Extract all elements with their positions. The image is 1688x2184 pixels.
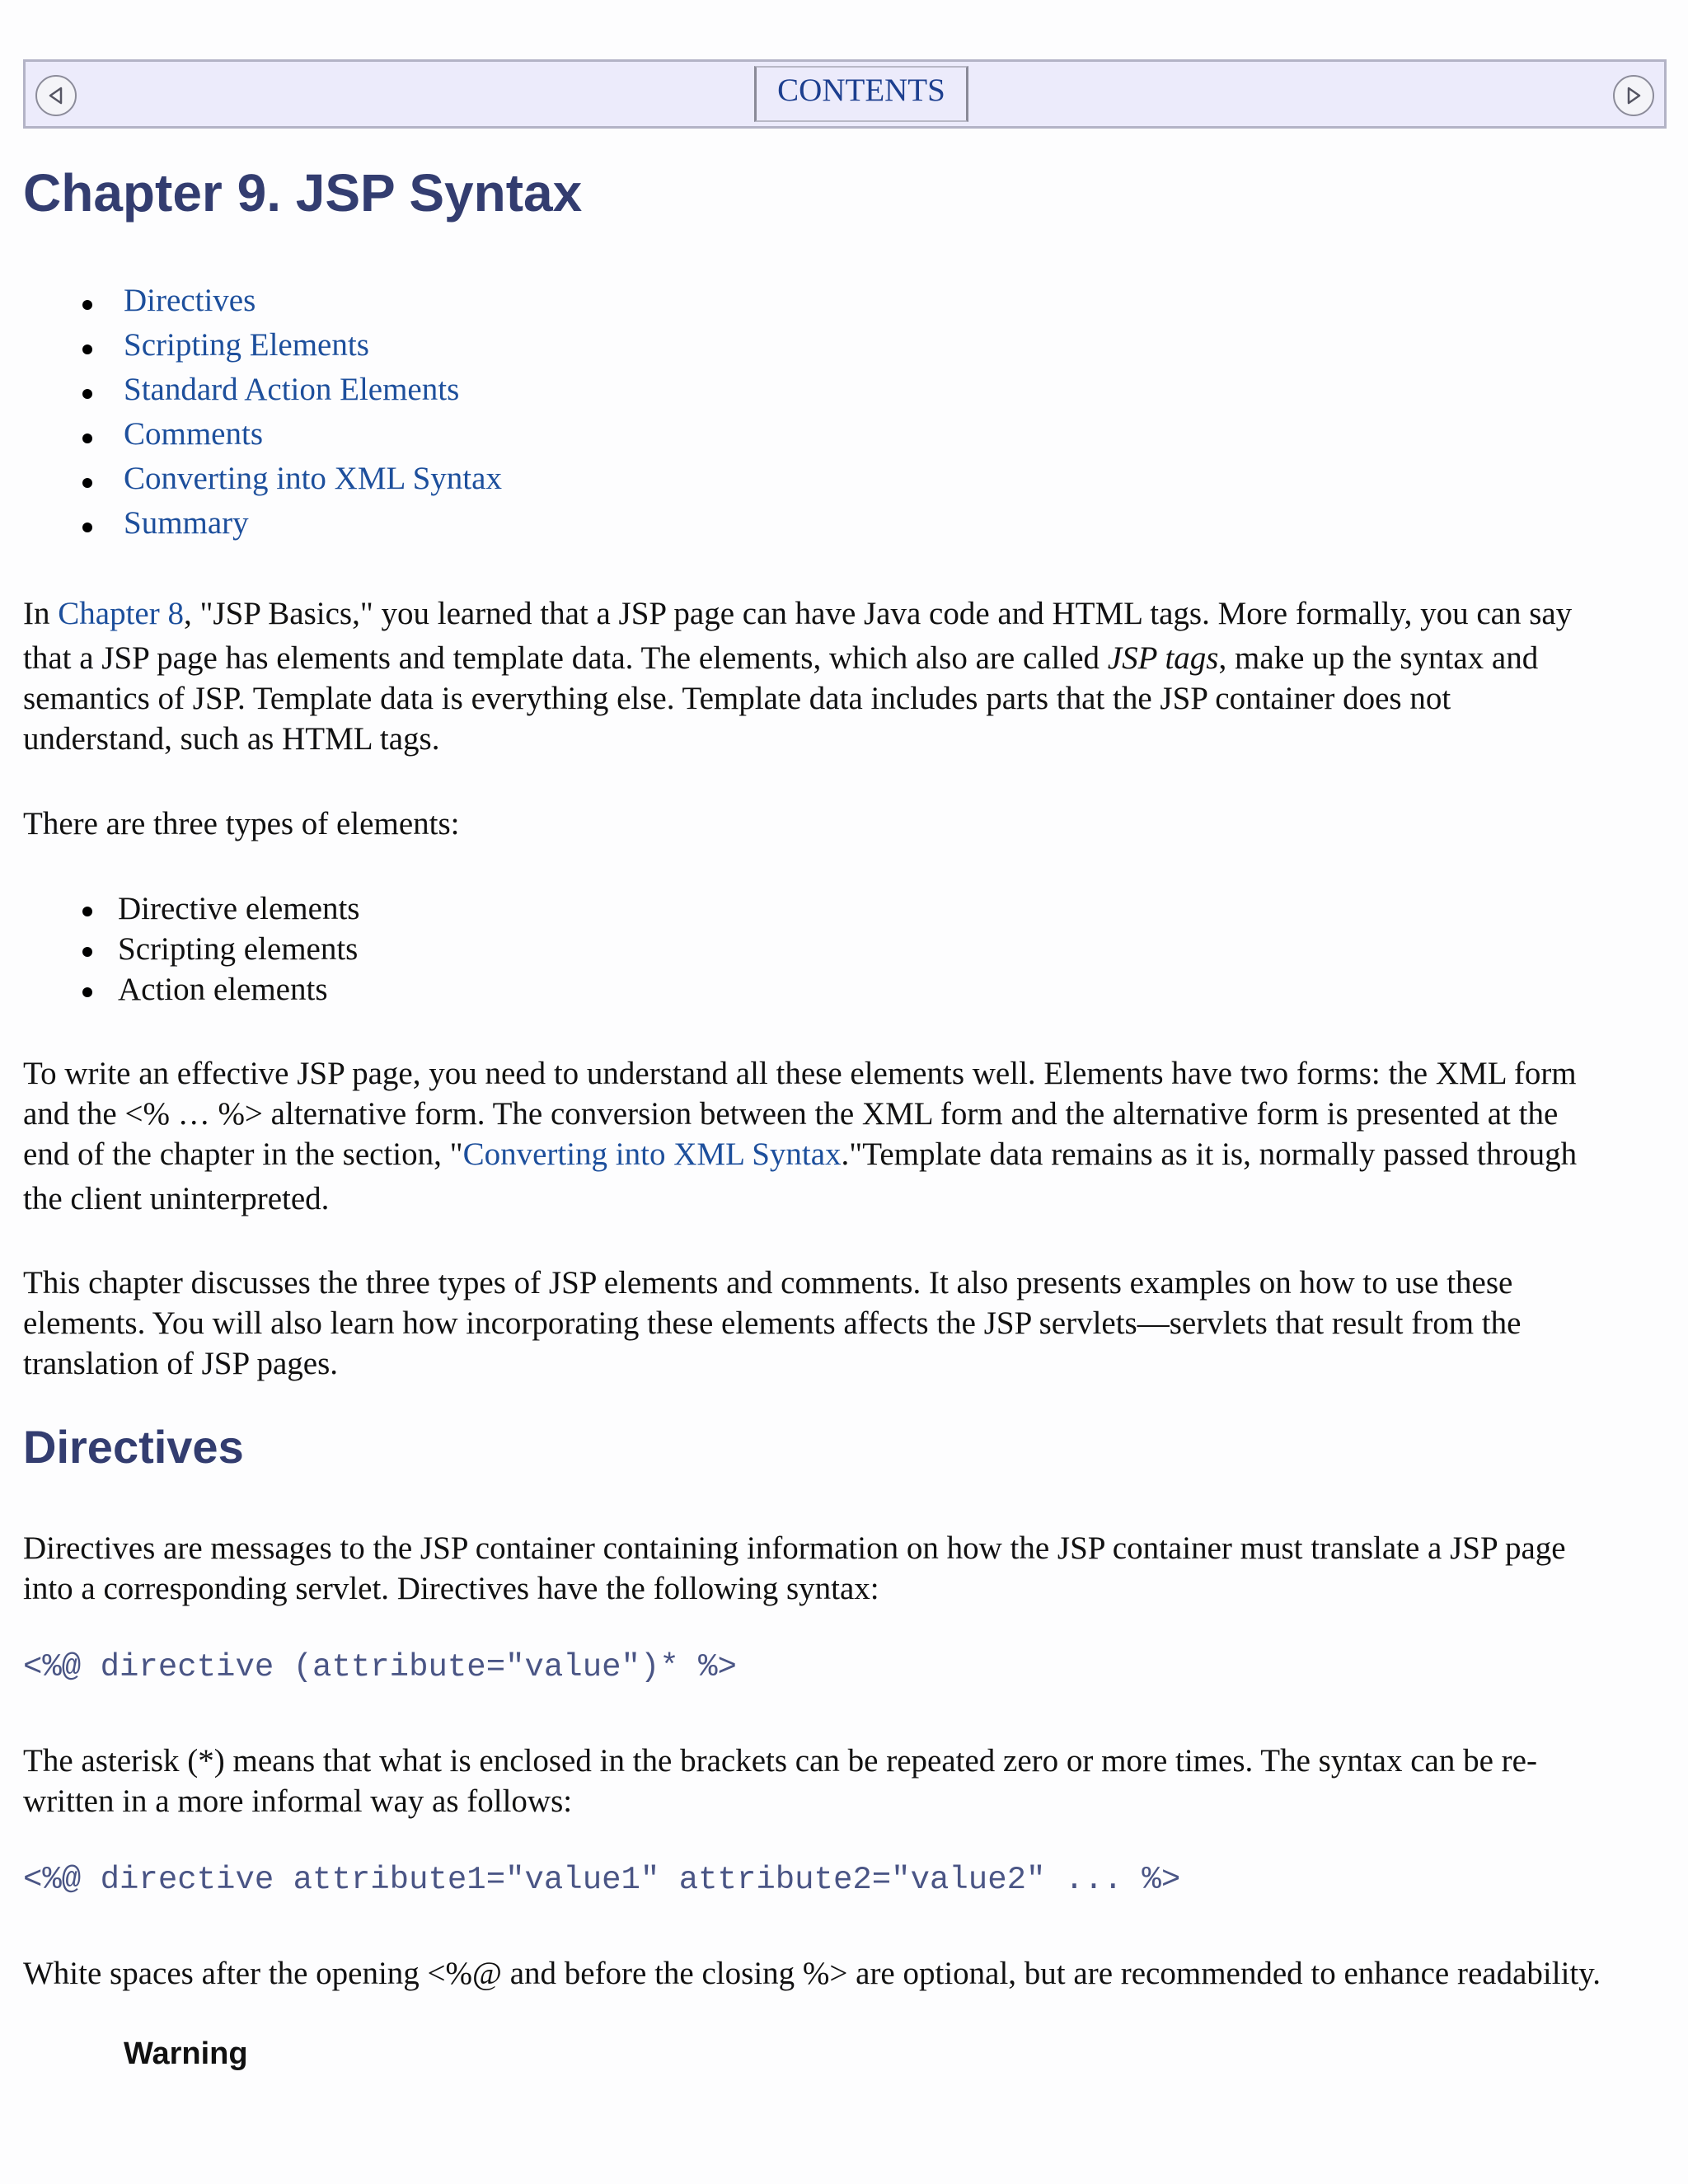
- whitespace-paragraph: White spaces after the opening <%@ and before the closing %> are optional, but are recommended to enhance readability.: [23, 1956, 1601, 1991]
- chapter-title: Chapter 9. JSP Syntax: [23, 163, 583, 223]
- directives-intro-line-2: into a corresponding servlet. Directives have the following syntax:: [23, 1571, 879, 1606]
- list-item: Action elements: [118, 969, 359, 1010]
- jsp-tags-emphasis: JSP tags: [1107, 640, 1219, 676]
- toc-item: [124, 279, 502, 323]
- previous-page-button[interactable]: [35, 75, 77, 116]
- navigation-bar: [23, 59, 1667, 129]
- toc-item: [124, 457, 502, 501]
- discuss-paragraph-line-2: elements. You will also learn how incorporating these elements affects the JSP servlets—servlets that result from the: [23, 1305, 1522, 1341]
- contents-link[interactable]: CONTENTS: [754, 66, 968, 122]
- effective-paragraph-line-3: end of the chapter in the section, "Converting into XML Syntax."Template data remains as it is, normally passed through: [23, 1137, 1578, 1172]
- asterisk-paragraph-line-2: written in a more informal way as follows:: [23, 1783, 573, 1819]
- effective-paragraph-line-2: and the <% … %> alternative form. The conversion between the XML form and the alternative form is presented at the: [23, 1096, 1559, 1132]
- intro-paragraph-line-1: In Chapter 8, "JSP Basics," you learned that a JSP page can have Java code and HTML tags. More formally, you can say: [23, 596, 1573, 631]
- informal-syntax-code: <%@ directive attribute1="value1" attribute2="value2" ... %>: [23, 1862, 1181, 1898]
- converting-xml-syntax-link[interactable]: Converting into XML Syntax: [462, 1137, 842, 1172]
- toc-link-scripting-elements[interactable]: Scripting Elements: [124, 327, 369, 363]
- toc-link-summary[interactable]: Summary: [124, 505, 249, 541]
- toc-link-comments[interactable]: Comments: [124, 416, 264, 452]
- effective-paragraph-line-4: the client uninterpreted.: [23, 1181, 330, 1216]
- discuss-paragraph-line-1: This chapter discusses the three types of JSP elements and comments. It also presents examples on how to use these: [23, 1265, 1513, 1301]
- discuss-paragraph-line-3: translation of JSP pages.: [23, 1346, 339, 1381]
- directives-heading: Directives: [23, 1421, 244, 1473]
- types-intro-text: There are three types of elements:: [23, 806, 460, 841]
- arrow-right-icon: [1621, 83, 1646, 108]
- list-item: Scripting elements: [118, 929, 359, 969]
- directives-intro-line-1: Directives are messages to the JSP container containing information on how the JSP container must translate a JSP page: [23, 1530, 1566, 1566]
- effective-paragraph-line-1: To write an effective JSP page, you need to understand all these elements well. Elements have two forms: the XML form: [23, 1056, 1577, 1091]
- toc-item: [124, 501, 502, 546]
- directive-syntax-code: <%@ directive (attribute="value")* %>: [23, 1649, 737, 1685]
- toc-item: [124, 368, 502, 412]
- element-types-list: [118, 888, 359, 1010]
- warning-label: Warning: [124, 2036, 248, 2071]
- asterisk-paragraph-line-1: The asterisk (*) means that what is enclosed in the brackets can be repeated zero or more times. The syntax can be re-: [23, 1743, 1537, 1779]
- intro-paragraph-line-3: semantics of JSP. Template data is everything else. Template data includes parts that the JSP container does not: [23, 681, 1451, 716]
- toc-link-standard-action-elements[interactable]: Standard Action Elements: [124, 372, 460, 407]
- intro-paragraph-line-4: understand, such as HTML tags.: [23, 721, 440, 757]
- list-item: Directive elements: [118, 888, 359, 929]
- toc-link-converting-into-xml-syntax[interactable]: Converting into XML Syntax: [124, 461, 502, 496]
- toc-link-directives[interactable]: Directives: [124, 283, 256, 318]
- next-page-button[interactable]: [1613, 75, 1654, 116]
- chapter-toc: [124, 279, 502, 546]
- toc-item: [124, 412, 502, 457]
- toc-item: [124, 323, 502, 368]
- chapter-8-link[interactable]: Chapter 8: [58, 596, 184, 631]
- intro-paragraph-line-2: that a JSP page has elements and template data. The elements, which also are called JSP tags, make up the syntax and: [23, 640, 1539, 676]
- arrow-left-icon: [44, 83, 68, 108]
